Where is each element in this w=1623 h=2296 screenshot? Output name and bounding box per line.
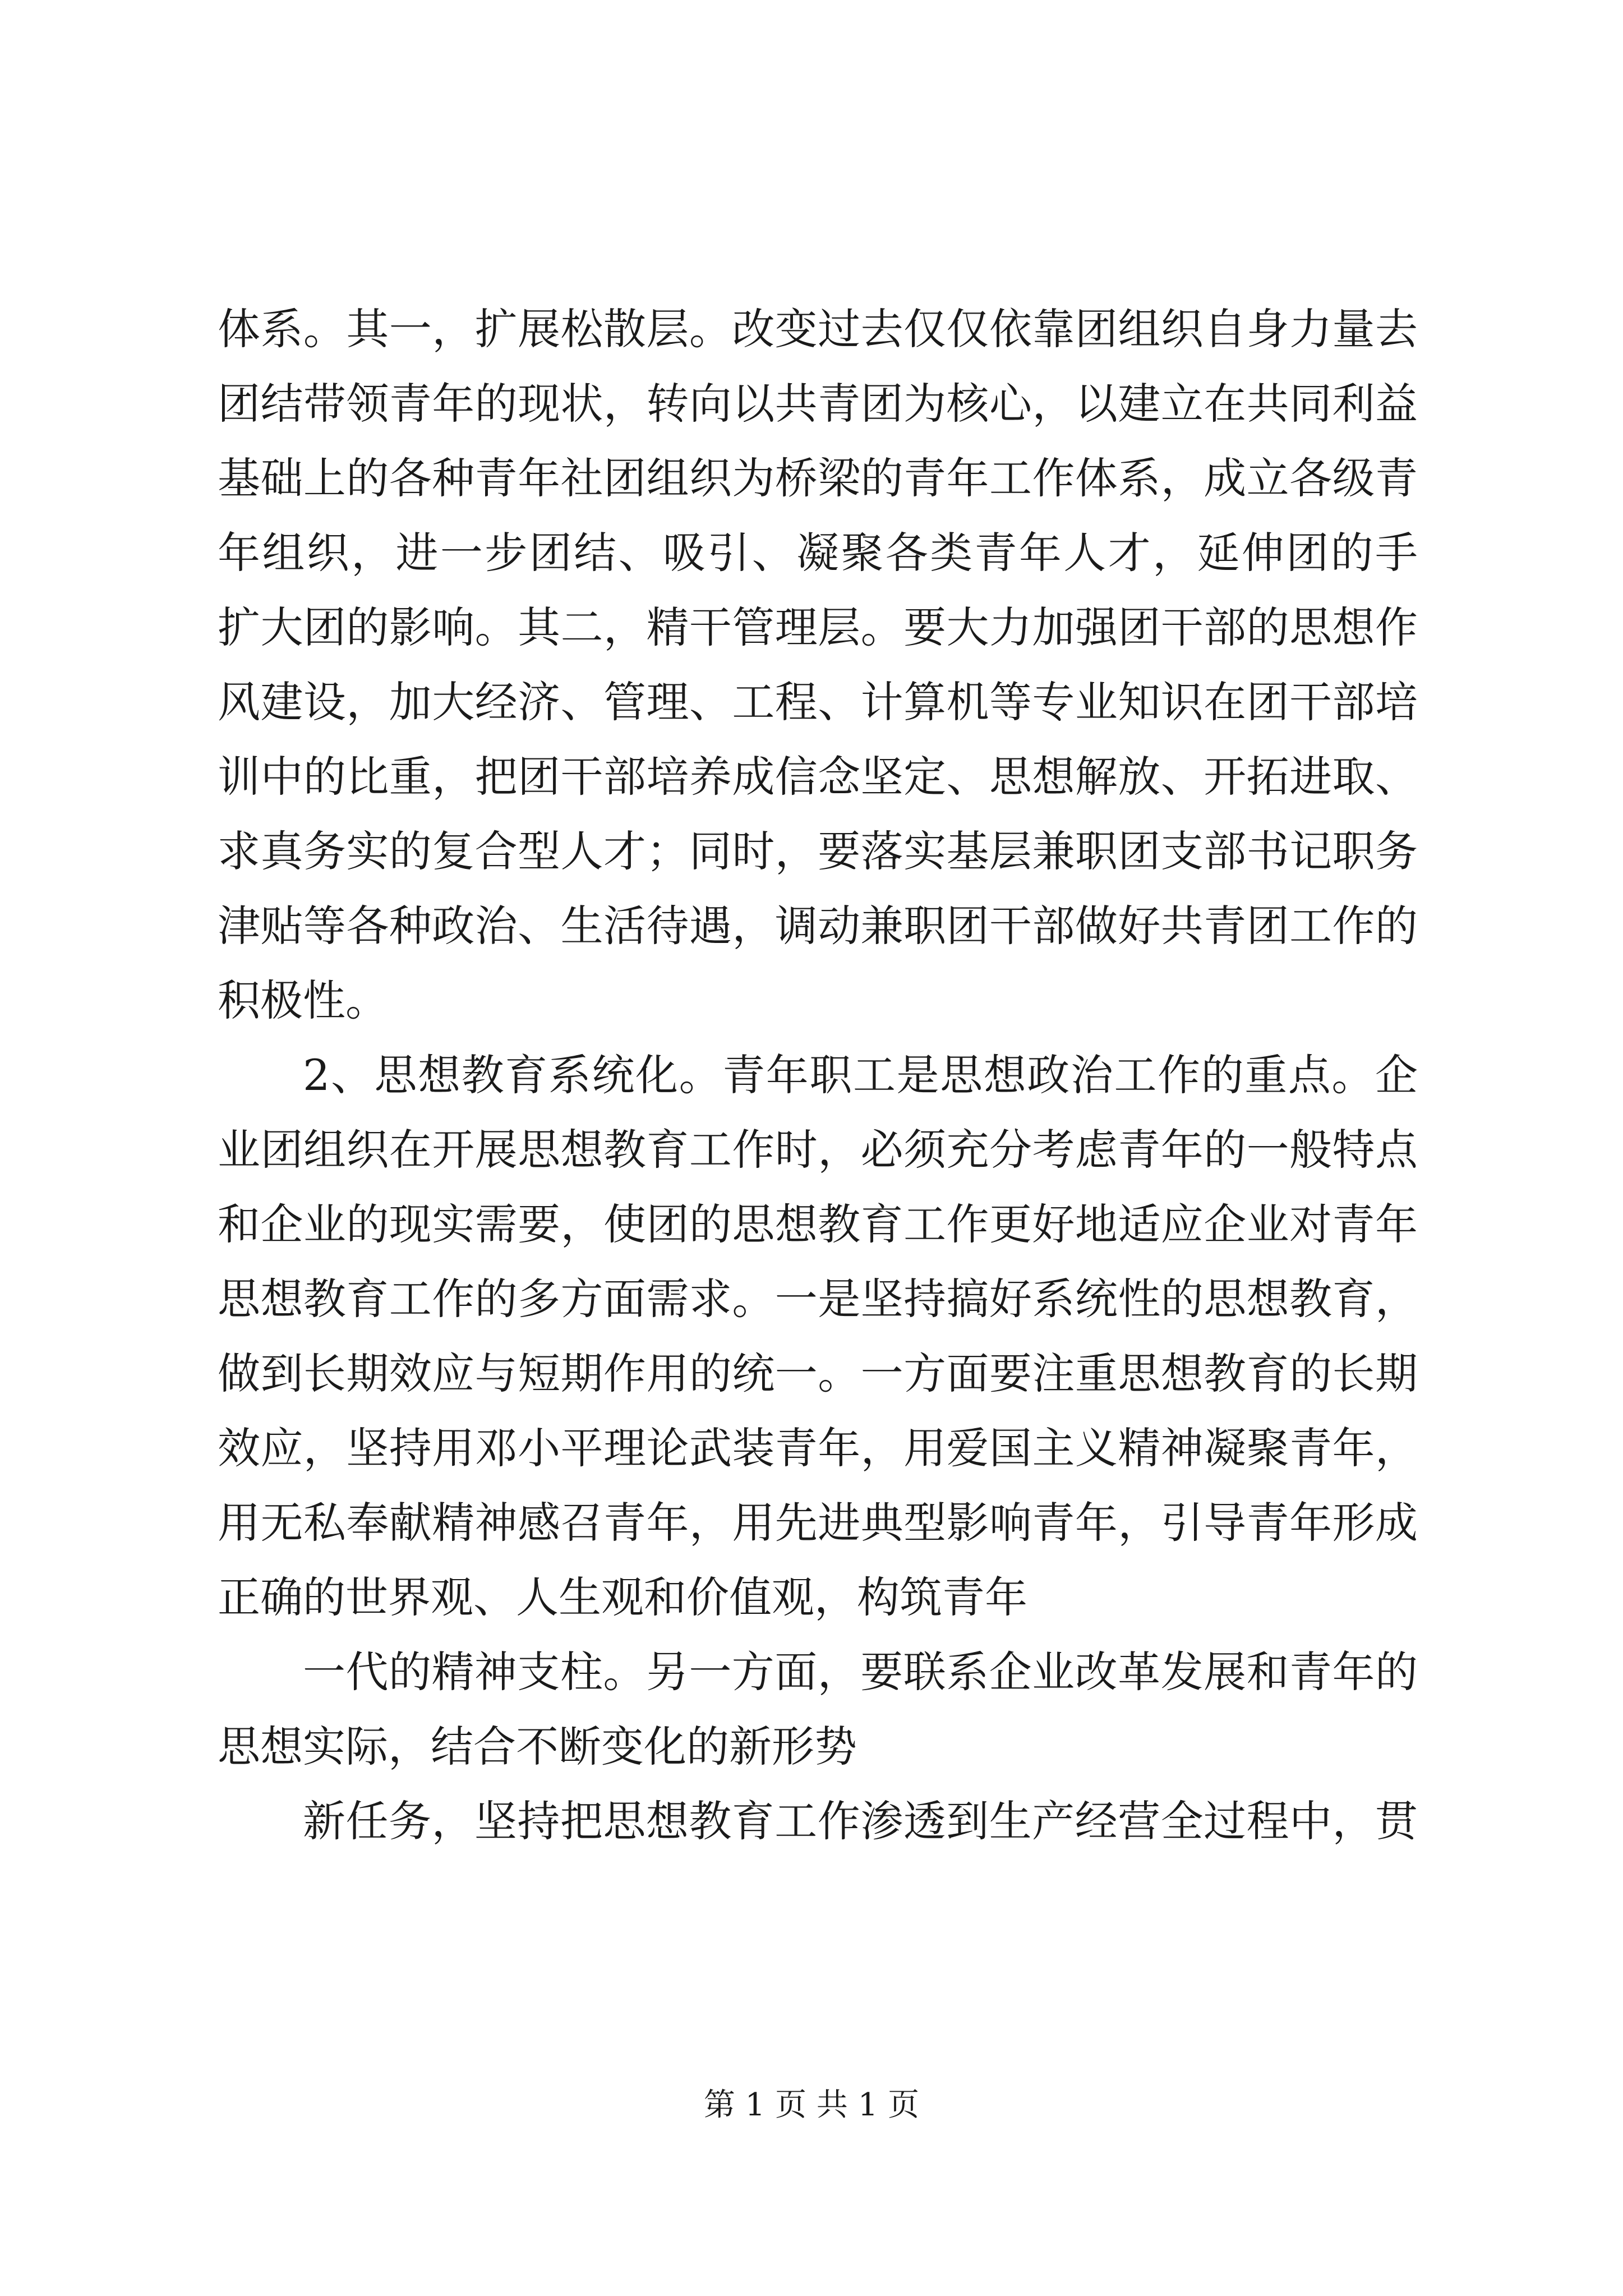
- page-footer: [0, 2086, 1623, 2125]
- text-line: 年组织，进一步团结、吸引、凝聚各类青年人才，延伸团的手: [218, 528, 1418, 578]
- text-line: 一代的精神支柱。另一方面，要联系企业改革发展和青年的: [303, 1647, 1418, 1697]
- text-line: 扩大团的影响。其二，精干管理层。要大力加强团干部的思想作: [218, 602, 1418, 652]
- text-line: 体系。其一，扩展松散层。改变过去仅仅依靠团组织自身力量去: [218, 304, 1418, 354]
- text-line: 津贴等各种政治、生活待遇，调动兼职团干部做好共青团工作的: [218, 901, 1418, 951]
- text-line: 基础上的各种青年社团组织为桥梁的青年工作体系，成立各级青: [218, 453, 1418, 503]
- text-line: 正确的世界观、人生观和价值观，构筑青年: [218, 1572, 1027, 1622]
- text-line: 思想教育工作的多方面需求。一是坚持搞好系统性的思想教育，: [218, 1274, 1418, 1324]
- text-line: 训中的比重，把团干部培养成信念坚定、思想解放、开拓进取、: [218, 752, 1418, 802]
- text-line: 做到长期效应与短期作用的统一。一方面要注重思想教育的长期: [218, 1349, 1418, 1398]
- page-number-label: 第 1 页 共 1 页: [703, 2087, 920, 2123]
- body-text: [218, 292, 1418, 1858]
- text-line: 积极性。: [218, 976, 388, 1025]
- text-line: 风建设，加大经济、管理、工程、计算机等专业知识在团干部培: [218, 677, 1418, 727]
- text-line: 和企业的现实需要，使团的思想教育工作更好地适应企业对青年: [218, 1199, 1418, 1249]
- text-line: 新任务，坚持把思想教育工作渗透到生产经营全过程中，贯: [303, 1796, 1418, 1846]
- text-line: 求真务实的复合型人才；同时，要落实基层兼职团支部书记职务: [218, 826, 1418, 876]
- text-line: 2、思想教育系统化。青年职工是思想政治工作的重点。企: [303, 1050, 1418, 1100]
- text-line: 业团组织在开展思想教育工作时，必须充分考虑青年的一般特点: [218, 1125, 1418, 1175]
- text-line: 用无私奉献精神感召青年，用先进典型影响青年，引导青年形成: [218, 1498, 1418, 1548]
- text-line: 思想实际，结合不断变化的新形势: [218, 1722, 857, 1772]
- text-line: 团结带领青年的现状，转向以共青团为核心，以建立在共同利益: [218, 379, 1418, 429]
- text-line: 效应，坚持用邓小平理论武装青年，用爱国主义精神凝聚青年，: [218, 1423, 1418, 1473]
